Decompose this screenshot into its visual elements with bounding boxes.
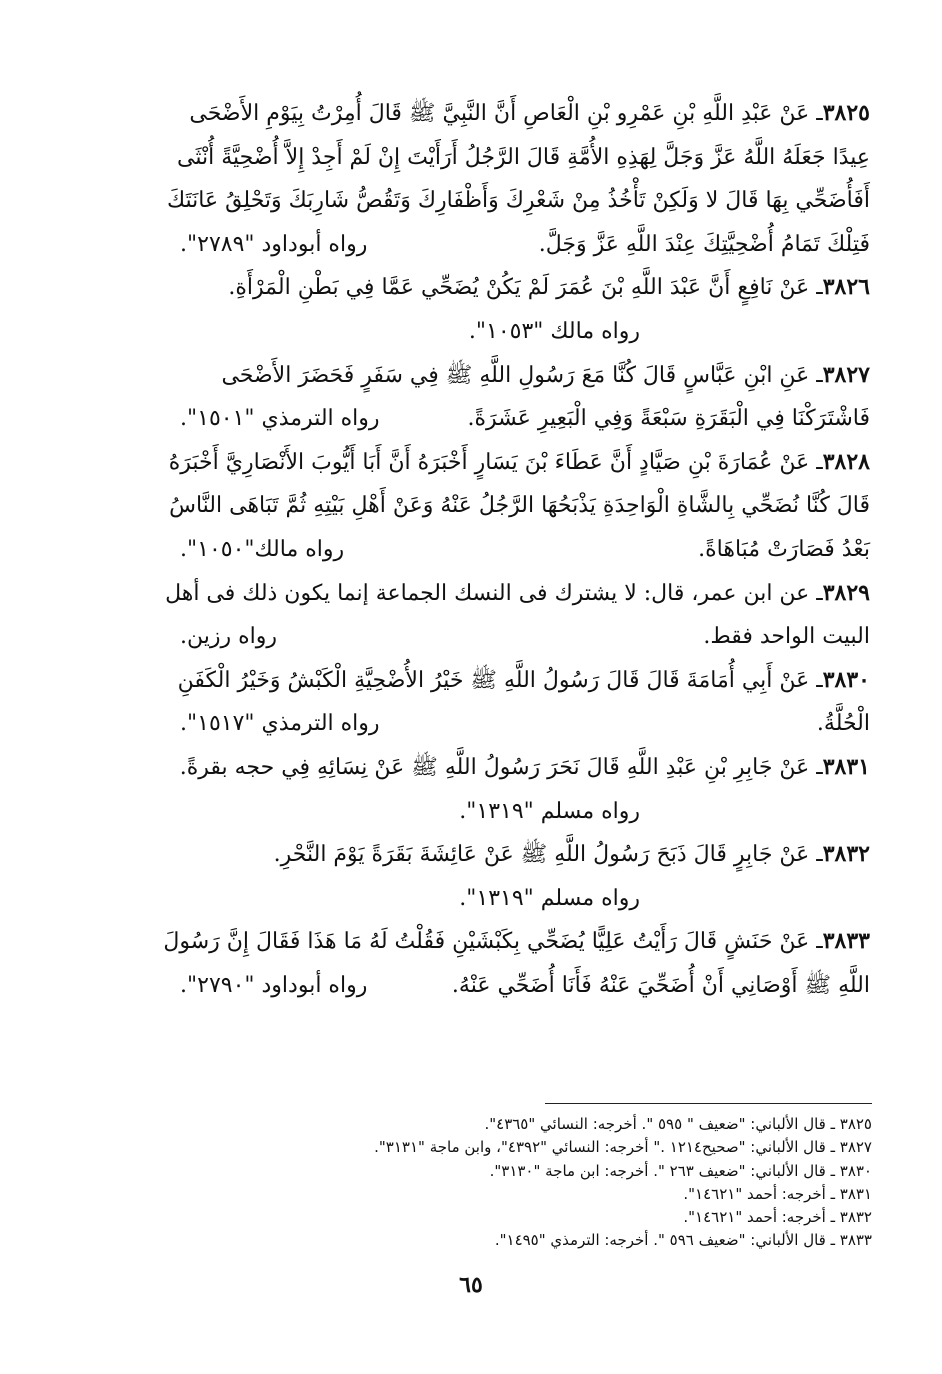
hadith-last-words: فَاشْتَرَكْنَا فِي الْبَقَرَةِ سَبْعَةً وَفِي الْبَعِيرِ عَشَرَةً.: [467, 406, 870, 432]
hadith-line: [158, 920, 870, 964]
hadith-number: ٣٨٣٢: [822, 841, 870, 868]
hadith-text: ـ عَنْ جَابِرٍ قَالَ ذَبَحَ رَسُولُ اللَّهِ ﷺ عَنْ عَائِشَةَ بَقَرَةً يَوْمَ النَّحْرِ.: [273, 842, 823, 868]
hadith-text: ـ عن ابن عمر، قال: لا يشترك فى النسك الجماعة إنما يكون ذلك فى أهل: [165, 580, 823, 606]
hadith-source: رواه أبوداود "٢٧٩٠".: [180, 972, 368, 998]
hadith-line: [158, 659, 870, 703]
hadith-number: ٣٨٣٣: [822, 928, 870, 955]
hadith-number: ٣٨٢٨: [822, 448, 870, 475]
hadith-source-line: [158, 615, 870, 659]
hadith-source: رواه مالك "١٠٥٣".: [468, 318, 640, 344]
hadith-source-line: [158, 223, 870, 267]
hadith-line: [158, 266, 870, 310]
hadith-line: عِيدًا جَعَلَهُ اللَّهُ عَزَّ وَجَلَّ لِهَذِهِ الأُمَّةِ قَالَ الرَّجُلُ أَرَأَيْتَ إِنْ لَمْ أَجِدْ إِلاَّ أُضْحِيَّةً أُنْثَى: [177, 144, 870, 170]
hadith-line: [158, 572, 870, 616]
hadith-source: رواه مسلم "١٣١٩".: [459, 885, 640, 911]
hadith-text: ـ عَنْ جَابِرِ بْنِ عَبْدِ اللَّهِ قَالَ نَحَرَ رَسُولُ اللَّهِ ﷺ عَنْ نِسَائِهِ فِي حجه بقرةً.: [179, 754, 823, 780]
hadith-source: رواه الترمذي "١٥٠١".: [180, 406, 380, 432]
hadith-last-words: اللَّهِ ﷺ أَوْصَانِي أَنْ أُضَحِّيَ عَنْهُ فَأَنَا أُضَحِّي عَنْهُ.: [451, 972, 870, 998]
hadith-3830: [158, 659, 870, 746]
hadith-3825: [158, 92, 870, 266]
hadith-source-line: [158, 528, 870, 572]
hadith-source: رواه مسلم "١٣١٩".: [459, 798, 640, 824]
footnote: ٣٨٣٢ ـ أخرجه: أحمد "١٤٦٢١".: [683, 1208, 872, 1227]
hadith-source: رواه مالك"١٠٥٠".: [180, 536, 345, 562]
hadith-number: ٣٨٣١: [822, 753, 870, 780]
hadith-source: رواه رزين.: [180, 624, 277, 650]
hadith-3832: [158, 833, 870, 920]
footnote: ٣٨٣٠ ـ قال الألباني: "ضعيف ٢٦٣ ". أخرجه: ابن ماجة "٣١٣٠".: [489, 1161, 872, 1180]
page-number: ٦٥: [459, 1272, 483, 1298]
footnote: ٣٨٢٧ ـ قال الألباني: "صحيح١٢١٤ ." أخرجه: النسائي "٤٣٩٢"، وابن ماجة "٣١٣١".: [374, 1138, 872, 1157]
page-body: [158, 92, 870, 1007]
hadith-last-words: فَتِلْكَ تَمَامُ أُضْحِيَّتِكَ عِنْدَ اللَّهِ عَزَّ وَجَلَّ.: [538, 231, 870, 257]
hadith-source-line: [158, 397, 870, 441]
hadith-text: ـ عَنْ نَافِعٍ أَنَّ عَبْدَ اللَّهِ بْنَ عُمَرَ لَمْ يَكُنْ يُضَحِّي عَمَّا فِي بَطْنِ الْمَرْأَةِ.: [228, 275, 823, 301]
hadith-text: ـ عَنْ أَبِي أُمَامَةَ قَالَ قَالَ رَسُولُ اللَّهِ ﷺ خَيْرُ الأُضْحِيَّةِ الْكَبْشُ وَخَيْرُ الْكَفَنِ: [177, 667, 823, 693]
hadith-line: [158, 92, 870, 136]
hadith-line: أَفَأُضَحِّي بِهَا قَالَ لا وَلَكِنْ تَأْخُذُ مِنْ شَعْرِكَ وَأَظْفَارِكَ وَتَقُصُّ شَارِبَكَ وَتَحْلِقُ عَانَتَكَ: [166, 188, 870, 214]
hadith-line: [158, 441, 870, 485]
hadith-source-line: [158, 964, 870, 1008]
hadith-line: [158, 746, 870, 790]
hadith-3831: [158, 746, 870, 833]
hadith-source-line: [158, 702, 870, 746]
footnotes: [240, 1113, 872, 1253]
footnote: ٣٨٢٥ ـ قال الألباني: "ضعيف " ٥٩٥ ". أخرجه: النسائي "٤٣٦٥".: [484, 1115, 872, 1133]
footnote-divider: [545, 1103, 872, 1104]
hadith-text: ـ عَنِ ابْنِ عَبَّاسٍ قَالَ كُنَّا مَعَ رَسُولِ اللَّهِ ﷺ فِي سَفَرٍ فَحَضَرَ الأَضْحَى: [221, 362, 823, 388]
footnote: ٣٨٣٣ ـ قال الألباني: "ضعيف ٥٩٦ ". أخرجه: الترمذي "١٤٩٥".: [494, 1231, 872, 1250]
hadith-line: [158, 354, 870, 398]
hadith-source: رواه أبوداود "٢٧٨٩".: [180, 231, 368, 257]
hadith-last-words: البيت الواحد فقط.: [703, 624, 870, 650]
hadith-3828: [158, 441, 870, 572]
hadith-3826: [158, 266, 870, 353]
hadith-3829: [158, 572, 870, 659]
hadith-last-words: بَعْدُ فَصَارَتْ مُبَاهَاةً.: [698, 536, 870, 562]
hadith-number: ٣٨٢٦: [822, 274, 870, 301]
hadith-line: قَالَ كُنَّا نُضَحِّي بِالشَّاةِ الْوَاحِدَةِ يَذْبَحُهَا الرَّجُلُ عَنْهُ وَعَنْ أَهْلِ بَيْتِهِ ثُمَّ تَبَاهَى النَّاسُ: [169, 493, 870, 519]
hadith-text: ـ عَنْ حَنَشٍ قَالَ رَأَيْتُ عَلِيًّا يُضَحِّي بِكَبْشَيْنِ فَقُلْتُ لَهُ مَا هَذَا فَقَالَ إِنَّ رَسُولَ: [163, 929, 823, 955]
hadith-last-words: الْحُلَّةُ.: [816, 711, 870, 737]
footnote: ٣٨٣١ ـ أخرجه: أحمد "١٤٦٢١".: [683, 1184, 872, 1203]
hadith-number: ٣٨٢٥: [822, 100, 870, 126]
hadith-3833: [158, 920, 870, 1007]
hadith-source: رواه الترمذي "١٥١٧".: [180, 711, 380, 737]
hadith-number: ٣٨٢٧: [822, 361, 870, 388]
hadith-number: ٣٨٣٠: [822, 666, 870, 693]
hadith-text: ـ عَنْ عَبْدِ اللَّهِ بْنِ عَمْرِو بْنِ الْعَاصِ أَنَّ النَّبِيَّ ﷺ قَالَ أُمِرْتُ بِيَوْمِ الأَضْحَى: [189, 101, 823, 126]
hadith-text: ـ عَنْ عُمَارَةَ بْنِ صَيَّادٍ أَنَّ عَطَاءَ بْنَ يَسَارٍ أَخْبَرَهُ أَنَّ أَبَا أَيُّوبَ الأَنْصَارِيَّ أَخْبَرَهُ: [168, 449, 823, 475]
hadith-line: [158, 833, 870, 877]
hadith-3827: [158, 354, 870, 441]
hadith-number: ٣٨٢٩: [822, 579, 870, 606]
